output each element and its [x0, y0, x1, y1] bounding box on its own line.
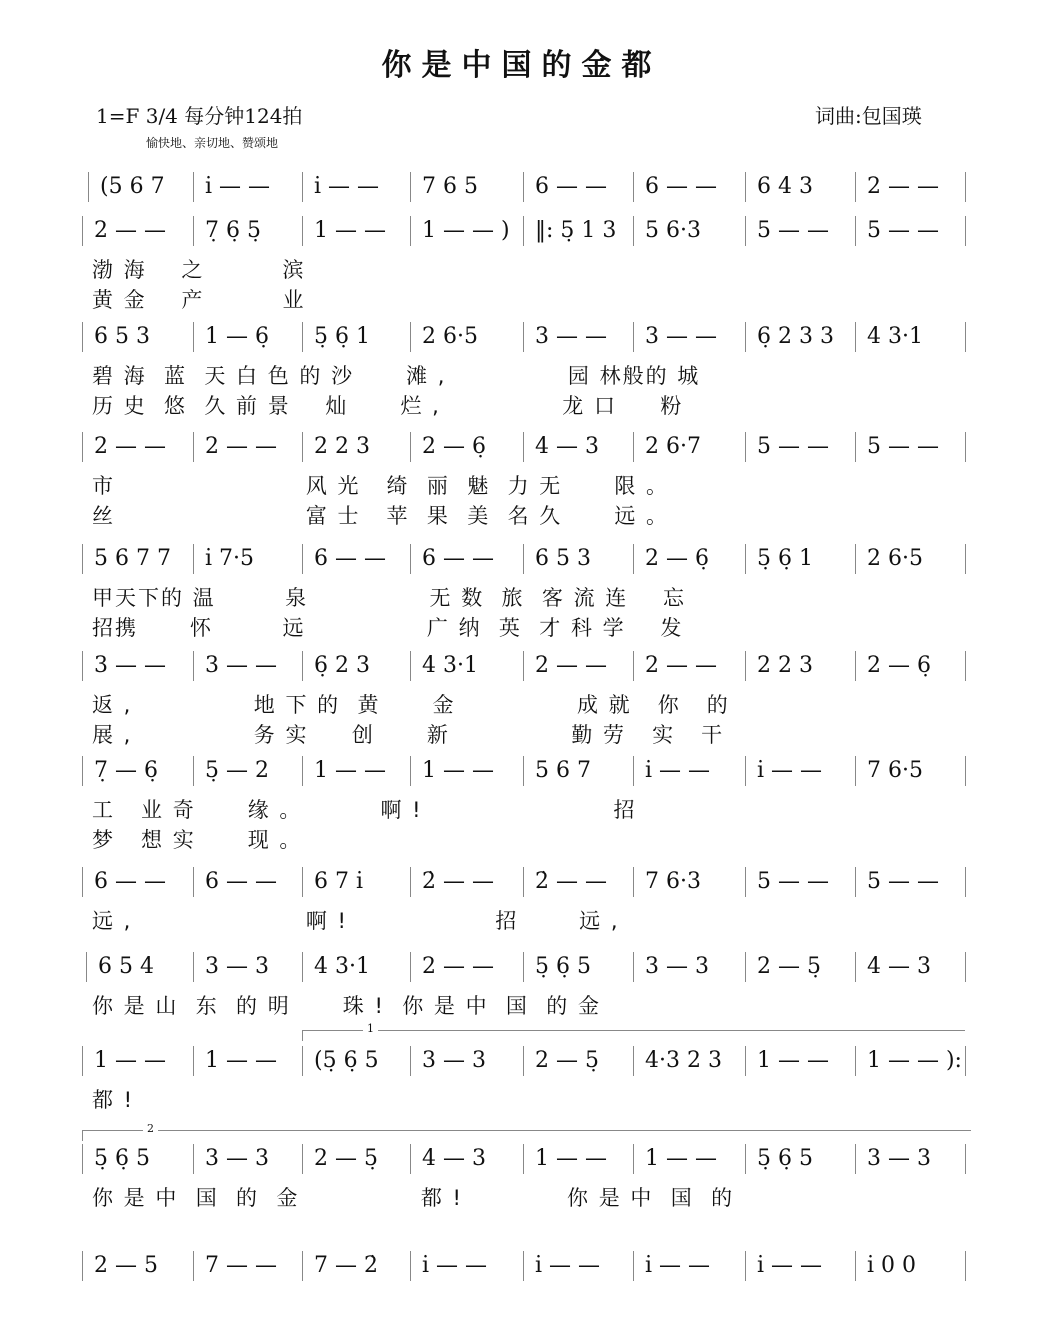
measure: i̇ 7·5	[205, 546, 255, 571]
measure: 6 — —	[314, 546, 386, 571]
measure: 3 — —	[205, 653, 277, 678]
barline	[965, 1144, 966, 1174]
lyrics-verse-1: 你 是 山 东 的 明 珠 ! 你 是 中 国 的 金	[92, 994, 601, 1018]
lyrics-verse-1: 甲天下的 温 泉 无 数 旅 客 流 连 忘	[92, 586, 686, 610]
measure: 4 3·1	[867, 324, 923, 349]
lyrics-verse-2: 丝 富 士 苹 果 美 名 久 远 。	[92, 504, 670, 528]
barline	[82, 651, 83, 681]
measure: 3 — —	[94, 653, 166, 678]
barline	[855, 172, 856, 202]
measure: 5 — —	[867, 434, 939, 459]
measure: 5 — —	[757, 218, 829, 243]
measure: 1 — —	[314, 218, 386, 243]
barline	[302, 544, 303, 574]
lyrics-verse-1: 碧 海 蓝 天 白 色 的 沙 滩 , 园 林般的 城	[92, 364, 701, 388]
barline	[965, 172, 966, 202]
barline	[745, 867, 746, 897]
barline	[633, 756, 634, 786]
barline	[82, 1251, 83, 1281]
measure: 6 5 3	[535, 546, 591, 571]
measure: 2 — —	[205, 434, 277, 459]
barline	[82, 1046, 83, 1076]
measure: 7 6·3	[645, 869, 701, 894]
barline	[523, 544, 524, 574]
measure: 2̇ — —	[422, 869, 494, 894]
barline	[965, 544, 966, 574]
barline	[523, 1046, 524, 1076]
measure: 2 6·5	[867, 546, 923, 571]
barline	[86, 952, 87, 982]
volta-1	[302, 1022, 965, 1041]
notes-line	[0, 1140, 1043, 1180]
notes-line	[0, 1247, 1043, 1287]
barline	[193, 756, 194, 786]
barline	[965, 1251, 966, 1281]
barline	[855, 1144, 856, 1174]
barline	[302, 322, 303, 352]
barline	[523, 651, 524, 681]
barline	[193, 1144, 194, 1174]
barline	[965, 216, 966, 246]
measure: i̇ — —	[314, 174, 380, 199]
barline	[633, 952, 634, 982]
notes-line	[0, 752, 1043, 792]
barline	[523, 432, 524, 462]
measure: i̇ — —	[757, 758, 823, 783]
measure: 6̣ 2 3	[314, 653, 370, 678]
barline	[302, 216, 303, 246]
barline	[745, 544, 746, 574]
measure: 1 — —	[94, 1048, 166, 1073]
notes-line	[0, 428, 1043, 468]
barline	[965, 756, 966, 786]
lyrics-verse-2: 招携 怀 远 广 纳 英 才 科 学 发	[92, 616, 684, 640]
barline	[302, 756, 303, 786]
notes-line	[0, 318, 1043, 358]
barline	[88, 172, 89, 202]
lyrics-verse-2: 历 史 悠 久 前 景 灿 烂 , 龙 口 粉	[92, 394, 684, 418]
measure: i̇ — —	[205, 174, 271, 199]
measure: 5̣ 6̣ 1	[757, 546, 813, 571]
measure: 2 — 5̣	[535, 1048, 599, 1073]
measure: 7 6 5	[422, 174, 478, 199]
measure: 1 — — ):	[867, 1048, 962, 1073]
barline	[633, 1251, 634, 1281]
barline	[410, 952, 411, 982]
measure: 6 4 3	[757, 174, 813, 199]
measure: 5̣ 6̣ 5	[94, 1146, 150, 1171]
barline	[965, 867, 966, 897]
measure: 3 — 3	[645, 954, 709, 979]
barline	[523, 756, 524, 786]
barline	[965, 952, 966, 982]
barline	[193, 172, 194, 202]
measure: 1 — —	[422, 758, 494, 783]
barline	[965, 322, 966, 352]
barline	[193, 1046, 194, 1076]
barline	[633, 1046, 634, 1076]
measure: 2 — 6̣	[645, 546, 709, 571]
measure: 2 — 5	[94, 1253, 158, 1278]
barline	[82, 432, 83, 462]
barline	[855, 1251, 856, 1281]
measure: 1 — — )	[422, 218, 510, 243]
measure: 5̣ — 2	[205, 758, 269, 783]
barline	[633, 322, 634, 352]
barline	[410, 867, 411, 897]
barline	[193, 952, 194, 982]
barline	[745, 1144, 746, 1174]
notes-line	[0, 540, 1043, 580]
measure: i̇ — —	[422, 1253, 488, 1278]
measure: 2 2 3	[757, 653, 813, 678]
barline	[855, 216, 856, 246]
measure: 4 — 3	[535, 434, 599, 459]
barline	[745, 651, 746, 681]
measure: 1 — —	[645, 1146, 717, 1171]
measure: 5̣ 6̣ 5	[757, 1146, 813, 1171]
measure: i̇ — —	[535, 1253, 601, 1278]
barline	[745, 322, 746, 352]
barline	[193, 544, 194, 574]
credits: 词曲:包国瑛	[815, 104, 922, 128]
measure: 6 — —	[94, 869, 166, 894]
notes-line	[0, 1042, 1043, 1082]
measure: i̇ 0 0	[867, 1253, 917, 1278]
measure: 4 3·1	[314, 954, 370, 979]
barline	[193, 322, 194, 352]
barline	[302, 432, 303, 462]
barline	[302, 1046, 303, 1076]
notes-line	[0, 863, 1043, 903]
barline	[633, 216, 634, 246]
measure: 2̇ — —	[535, 869, 607, 894]
measure: 2 — 6̣	[422, 434, 486, 459]
barline	[302, 867, 303, 897]
measure: 4 — 3	[422, 1146, 486, 1171]
measure: 2 — —	[867, 174, 939, 199]
measure: 7 6·5	[867, 758, 923, 783]
measure: 5 — —	[867, 218, 939, 243]
measure: 2 — —	[94, 218, 166, 243]
barline	[633, 1144, 634, 1174]
measure: 7 — —	[205, 1253, 277, 1278]
measure: 3 — —	[535, 324, 607, 349]
barline	[523, 1144, 524, 1174]
measure: 2 — 5̣	[757, 954, 821, 979]
barline	[855, 544, 856, 574]
measure: 6 — —	[422, 546, 494, 571]
barline	[302, 1251, 303, 1281]
barline	[745, 172, 746, 202]
measure: 5 — —	[757, 434, 829, 459]
notes-line	[0, 948, 1043, 988]
measure: 3 — —	[645, 324, 717, 349]
volta-2	[82, 1122, 971, 1141]
barline	[302, 1144, 303, 1174]
key-tempo: 1=F 3/4 每分钟124拍	[96, 104, 303, 128]
measure: 1 — —	[314, 758, 386, 783]
barline	[523, 172, 524, 202]
barline	[745, 1251, 746, 1281]
barline	[523, 216, 524, 246]
measure: i̇ — —	[757, 1253, 823, 1278]
lyrics-verse-1: 返 , 地 下 的 黄 金 成 就 你 的	[92, 693, 730, 717]
measure: 6 — —	[535, 174, 607, 199]
lyrics-verse-2: 展 , 务 实 创 新 勤 劳 实 干	[92, 723, 725, 747]
measure: 2 — —	[422, 954, 494, 979]
barline	[82, 867, 83, 897]
measure: ‖: 5̣ 1 3	[535, 218, 617, 243]
measure: (5̣ 6̣ 5	[314, 1048, 379, 1073]
barline	[523, 952, 524, 982]
measure: 4 — 3	[867, 954, 931, 979]
barline	[855, 322, 856, 352]
measure: 5 6·3	[645, 218, 701, 243]
notes-line	[0, 168, 1043, 208]
barline	[410, 172, 411, 202]
barline	[302, 651, 303, 681]
measure: 2 — —	[535, 653, 607, 678]
measure: i̇ — —	[645, 758, 711, 783]
barline	[633, 544, 634, 574]
barline	[302, 952, 303, 982]
measure: 2 6·7	[645, 434, 701, 459]
barline	[965, 432, 966, 462]
measure: 4·3 2 3	[645, 1048, 722, 1073]
barline	[410, 216, 411, 246]
lyrics-verse-2: 梦 想 实 现 。	[92, 828, 303, 852]
barline	[855, 651, 856, 681]
barline	[633, 867, 634, 897]
barline	[193, 651, 194, 681]
song-title: 你是中国的金都	[381, 48, 662, 83]
measure: 7 — 2̇	[314, 1253, 378, 1278]
barline	[82, 756, 83, 786]
lyrics-verse-1: 你 是 中 国 的 金 都 ! 你 是 中 国 的	[92, 1186, 735, 1210]
measure: (5 6 7	[100, 174, 165, 199]
measure: 5̣ 6̣ 5	[535, 954, 591, 979]
measure: 6 — —	[205, 869, 277, 894]
barline	[410, 432, 411, 462]
barline	[410, 651, 411, 681]
measure: 1 — 6̣	[205, 324, 269, 349]
measure: 2 6·5	[422, 324, 478, 349]
measure: 1 — —	[205, 1048, 277, 1073]
barline	[302, 172, 303, 202]
lyrics-verse-1: 远 , 啊 ! 招 远 ,	[92, 909, 620, 933]
measure: 5̣ 6̣ 1	[314, 324, 370, 349]
barline	[855, 432, 856, 462]
measure: 4 3·1	[422, 653, 478, 678]
measure: 5 6 7 7	[94, 546, 171, 571]
barline	[523, 1251, 524, 1281]
measure: 1 — —	[535, 1146, 607, 1171]
measure: 2 2 3	[314, 434, 370, 459]
barline	[410, 1144, 411, 1174]
barline	[82, 322, 83, 352]
barline	[523, 322, 524, 352]
barline	[745, 756, 746, 786]
barline	[82, 544, 83, 574]
barline	[745, 432, 746, 462]
measure: 5 — —	[867, 869, 939, 894]
barline	[410, 322, 411, 352]
barline	[965, 1046, 966, 1076]
measure: 7̣ — 6̣	[94, 758, 158, 783]
lyrics-verse-2: 黄 金 产 业	[92, 288, 306, 312]
barline	[193, 1251, 194, 1281]
barline	[410, 1046, 411, 1076]
barline	[193, 216, 194, 246]
measure: 6 — —	[645, 174, 717, 199]
measure: 2 — 6̣	[867, 653, 931, 678]
barline	[855, 1046, 856, 1076]
measure: 6̣ 2 3 3	[757, 324, 834, 349]
measure: 1 — —	[757, 1048, 829, 1073]
barline	[745, 952, 746, 982]
volta-1-label: 1	[363, 1022, 378, 1035]
barline	[745, 216, 746, 246]
measure: 6 5 4	[98, 954, 154, 979]
barline	[410, 1251, 411, 1281]
measure: 2 — 5̣	[314, 1146, 378, 1171]
measure: 6 7 i̇	[314, 869, 364, 894]
notes-line	[0, 212, 1043, 252]
barline	[410, 756, 411, 786]
measure: 7̣ 6̣ 5̣	[205, 218, 261, 243]
barline	[855, 756, 856, 786]
barline	[965, 651, 966, 681]
measure: 2 — —	[94, 434, 166, 459]
measure: 5 — —	[757, 869, 829, 894]
measure: 3 — 3	[205, 1146, 269, 1171]
barline	[82, 216, 83, 246]
barline	[82, 1144, 83, 1174]
barline	[523, 867, 524, 897]
barline	[633, 172, 634, 202]
notes-line	[0, 647, 1043, 687]
measure: 2 — —	[645, 653, 717, 678]
barline	[410, 544, 411, 574]
lyrics-verse-1: 工 业 奇 缘 。 啊 ! 招	[92, 798, 637, 822]
barline	[633, 432, 634, 462]
barline	[193, 867, 194, 897]
barline	[855, 952, 856, 982]
barline	[633, 651, 634, 681]
lyrics-verse-1: 市 风 光 绮 丽 魅 力 无 限 。	[92, 474, 670, 498]
measure: 3 — 3	[205, 954, 269, 979]
measure: i̇ — —	[645, 1253, 711, 1278]
barline	[745, 1046, 746, 1076]
lyrics-verse-1: 都 !	[92, 1088, 135, 1112]
lyrics-verse-1: 渤 海 之 滨	[92, 258, 306, 282]
barline	[193, 432, 194, 462]
measure: 6 5 3	[94, 324, 150, 349]
volta-2-label: 2	[143, 1122, 158, 1135]
expression-marking: 愉快地、亲切地、赞颂地	[146, 136, 279, 150]
barline	[855, 867, 856, 897]
measure: 3 — 3	[422, 1048, 486, 1073]
measure: 3 — 3	[867, 1146, 931, 1171]
measure: 5 6 7	[535, 758, 591, 783]
